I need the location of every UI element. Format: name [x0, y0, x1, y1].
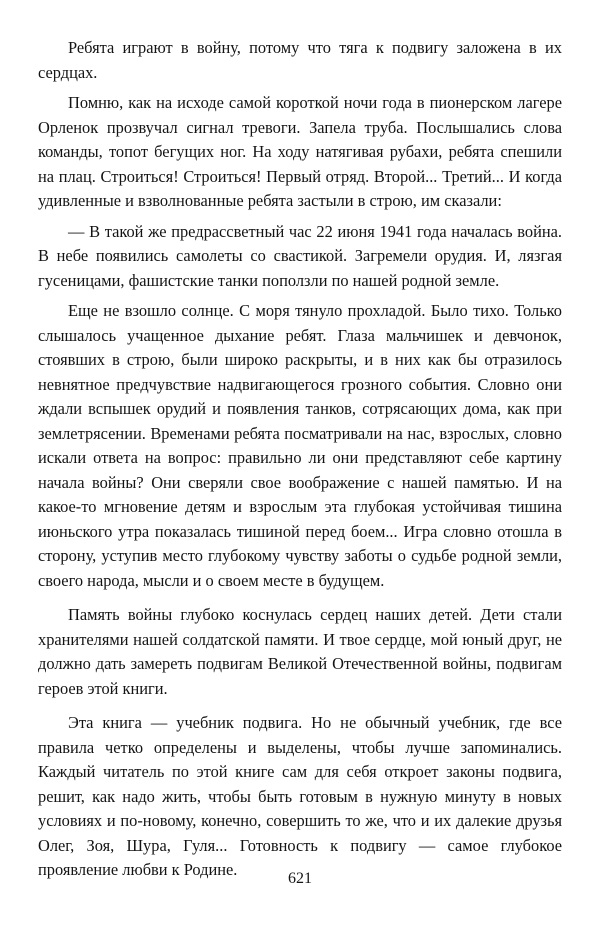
paragraph-6: Эта книга — учебник подвига. Но не обычный учебник, где все правила четко определены и выделены, чтобы лучше запоминались. Каждый читатель по этой книге сам для себя откроет законы подвига, решит, как надо жить, чтобы быть готовым в нужную минуту в новых условиях и по-новому, конечно, совершить то же, что и их далекие друзья Олег, Зоя, Шура, Гуля... Готовность к подвигу — самое глубокое проявление любви к Родине. — [38, 713, 562, 879]
paragraph-5: Память войны глубоко коснулась сердец наших детей. Дети стали хранителями нашей солдатской памяти. И твое сердце, мой юный друг, не должно дать замереть подвигам Великой Отечественной войны, подвигам героев этой книги. — [38, 605, 562, 698]
paragraph-2: Помню, как на исходе самой короткой ночи года в пионерском лагере Орленок прозвучал сигнал тревоги. Запела труба. Послышались слова команды, топот бегущих ног. На ходу натягивая рубахи, ребята спешили на плац. Строиться! Строиться! Первый отряд. Второй... Третий... И когда удивленные и взволнованные ребята застыли в строю, им сказали: — [38, 93, 562, 210]
paragraph-1: Ребята играют в войну, потому что тяга к подвигу заложена в их сердцах. — [38, 38, 562, 82]
page-number: 621 — [288, 870, 312, 887]
paragraph-3: — В такой же предрассветный час 22 июня 1941 года началась война. В небе появились самолеты со свастикой. Загремели орудия. И, лязгая гусеницами, фашистские танки поползли по нашей родной земле. — [38, 221, 562, 290]
page-body — [38, 36, 562, 893]
paragraph-4: Еще не взошло солнце. С моря тянуло прохладой. Было тихо. Только слышалось учащенное дыхание ребят. Глаза мальчишек и девчонок, стоявших в строю, были широко раскрыты, и в них как бы отразилось невнятное предчувствие надвигающегося грозного события. Словно они ждали вспышек орудий и появления танков, сотрясающих дома, как при землетрясении. Временами ребята посматривали на нас, взрослых, словно искали ответа на вопрос: правильно ли они представляют себе картину начала войны? Они сверяли свое воображение с нашей памятью. И на какое-то мгновение детям и взрослым эта глубокая устойчивая тишина июньского утра показалась тишиной перед боем... Игра словно отошла в сторону, уступив место глубокому чувству заботы о судьбе родной земли, своего народа, мысли и о своем месте в будущем. — [38, 301, 562, 590]
